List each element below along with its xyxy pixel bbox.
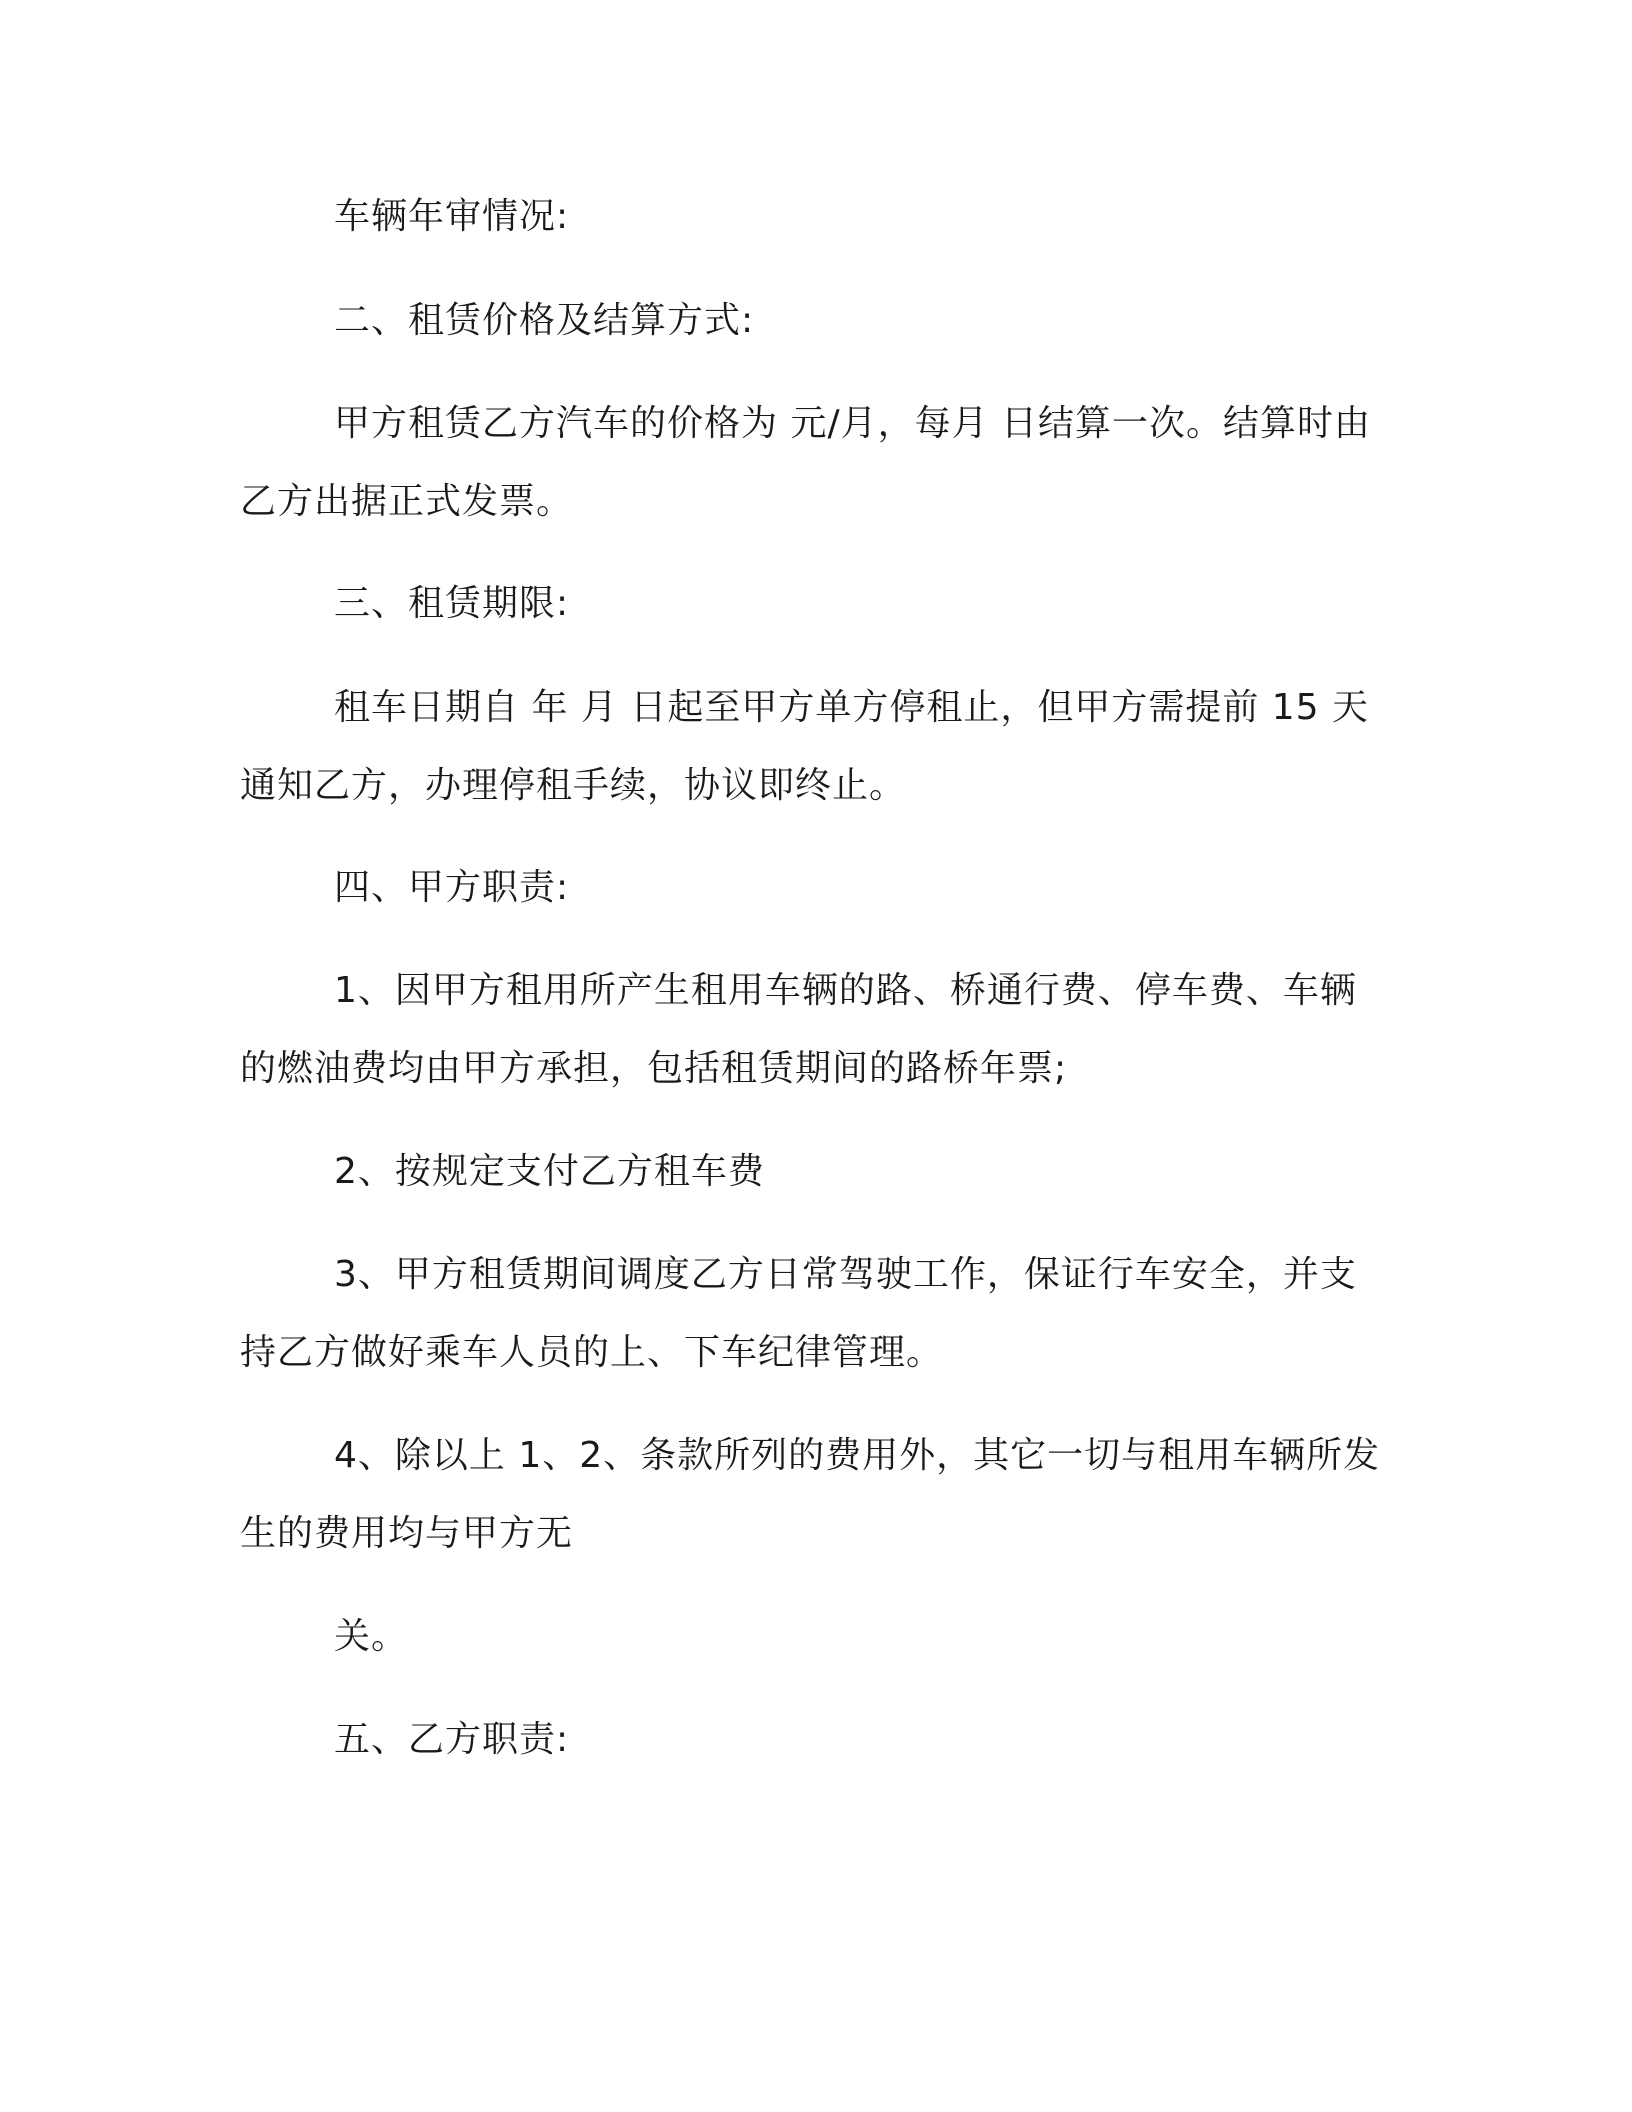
text-line: 1、因甲方租用所产生租用车辆的路、桥通行费、停车费、车辆 xyxy=(334,970,1357,1011)
section-heading: 三、租赁期限: xyxy=(334,583,570,624)
text-line: 通知乙方，办理停租手续，协议即终止。 xyxy=(240,765,907,806)
text-line: 租车日期自 年 月 日起至甲方单方停租止，但甲方需提前 15 天 xyxy=(334,687,1370,728)
text-line: 2、按规定支付乙方租车费 xyxy=(334,1151,765,1192)
section-heading: 五、乙方职责: xyxy=(334,1719,570,1760)
text-line: 生的费用均与甲方无 xyxy=(240,1513,574,1554)
text-line: 甲方租赁乙方汽车的价格为 元/月，每月 日结算一次。结算时由 xyxy=(334,403,1372,444)
text-line: 的燃油费均由甲方承担，包括租赁期间的路桥年票; xyxy=(240,1048,1068,1089)
text-line: 3、甲方租赁期间调度乙方日常驾驶工作，保证行车安全，并支 xyxy=(334,1254,1357,1295)
section-heading: 四、甲方职责: xyxy=(334,867,570,908)
text-line: 持乙方做好乘车人员的上、下车纪律管理。 xyxy=(240,1332,944,1373)
text-line: 乙方出据正式发票。 xyxy=(240,481,574,522)
text-line: 车辆年审情况: xyxy=(334,196,570,237)
text-line: 关。 xyxy=(334,1616,409,1657)
text-line: 4、除以上 1、2、条款所列的费用外，其它一切与租用车辆所发 xyxy=(334,1435,1381,1476)
section-heading: 二、租赁价格及结算方式: xyxy=(334,300,755,341)
